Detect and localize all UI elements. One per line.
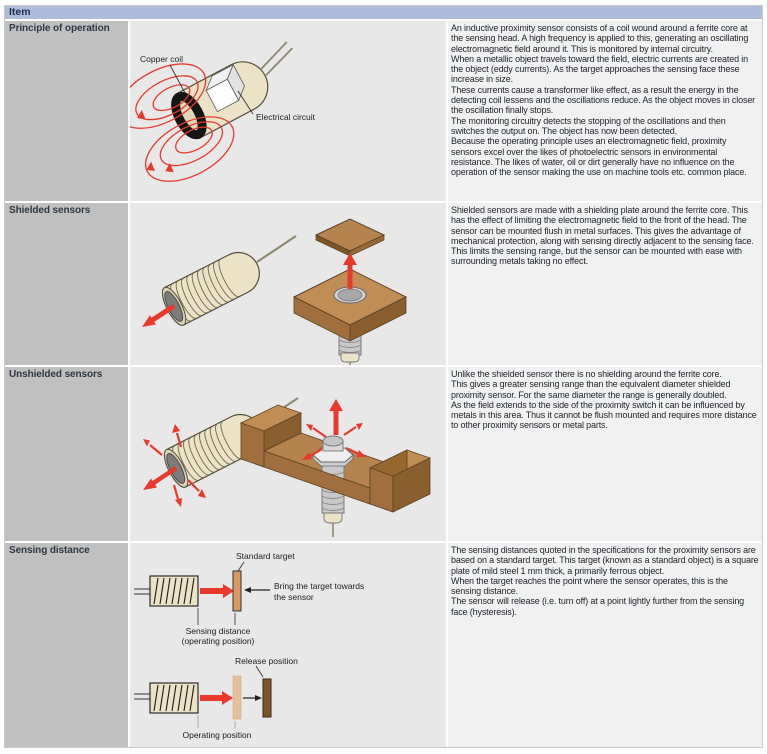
- release-arrow: [243, 695, 262, 701]
- sensing-direction-arrow: [200, 691, 233, 705]
- principle-of-operation-illustration: [130, 21, 446, 201]
- paragraph: The sensor will release (i.e. turn off) at a point lightly further from the sensing face (hysteresis).: [451, 596, 745, 617]
- sensor-symbol: [134, 576, 198, 606]
- standard-target-leader-line: [238, 562, 244, 571]
- row-text-shielded-sensors: [448, 203, 762, 365]
- figure-shielded-sensors: [130, 203, 446, 365]
- row-label-shielded-sensors: [5, 203, 128, 365]
- target-plate: [316, 219, 384, 256]
- paragraph: An inductive proximity sensor consists of a coil wound around a ferrite core at the sensing head. A high frequency is applied to this, generating an oscillating electromagnetic field around it. This is monitored by internal circuitry.: [451, 23, 749, 54]
- row-label-text: Unshielded sensors: [9, 369, 103, 380]
- paragraph: When the target reaches the point where the sensor operates, this is the sensing distance.: [451, 575, 728, 597]
- sensor-wire: [260, 48, 298, 76]
- row-label-principle-of-operation: [5, 21, 128, 201]
- operating-position-label: Operating position: [182, 730, 252, 740]
- paragraph: Shielded sensors are made with a shielding plate around the ferrite core. This has the effect of limiting the electromagnetic field to the front of the head. The sensor can be mounted flush in metal surfaces. This gives the advantage of mechanical protection, along with sensing directly adjacent to the sensing face. This limits the sensing range, but the sensor can be mounted with ease with surrounding metals taking no effect.: [451, 205, 754, 267]
- sensing-face: [338, 289, 362, 301]
- row-label-text: Principle of operation: [9, 23, 110, 34]
- sensing-direction-arrow: [200, 584, 234, 598]
- paragraph: As the field extends to the side of the proximity switch it can be influenced by metals in this area. Thus it cannot be flush mounted and requires more distance to other proximity sensors or metal parts.: [451, 399, 757, 431]
- row-label-sensing-distance: [5, 543, 128, 747]
- row-text-unshielded-sensors: [448, 367, 762, 541]
- shielded-sensor-illustration: [130, 203, 446, 365]
- sensing-distance-label-line2: (operating position): [181, 636, 255, 646]
- unshielded-sensor-illustration: [130, 367, 446, 541]
- paragraph: The monitoring circuitry detects the stopping of the oscillations and then switches the output on. The object has now been detected.: [451, 115, 726, 136]
- threaded-sensor: [158, 245, 267, 328]
- paragraph: These currents cause a transformer like effect, as a result the energy in the detecting coil lessens and the oscillations reduce. As the object moves in closer the oscillation finally stops.: [451, 84, 756, 116]
- sensor-wire: [255, 42, 292, 69]
- sensor-wire: [257, 236, 296, 262]
- release-position-leader-line: [256, 666, 263, 677]
- release-position-plate: [263, 679, 271, 717]
- standard-target-plate: [233, 571, 241, 611]
- sensing-distance-illustration: [130, 543, 446, 747]
- standard-target-label: Standard target: [236, 551, 295, 561]
- bring-target-label-line2: the sensor: [274, 592, 314, 602]
- row-label-text: Shielded sensors: [9, 205, 91, 216]
- release-position-label: Release position: [235, 656, 298, 666]
- paragraph: When a metallic object travels toward the field, electric currents are created in the object (eddy currents). As the target approaches the sensing face these increase in size.: [451, 53, 748, 85]
- sensor-symbol: [134, 683, 198, 713]
- approach-arrow: [244, 587, 270, 593]
- paragraph: Because the operating principle uses an electromagnetic field, proximity sensors excel over the likes of photoelectric sensors in environmental resistance. The likes of water, oil or dirt generally have no influence on the operation of the sensor making the use on machine tools etc. common place.: [451, 136, 747, 178]
- paragraph: This gives a greater sensing range than the equivalent diameter shielded proximity sensor. For the same diameter the range is generally doubled.: [451, 379, 731, 400]
- proximity-sensor-info-table: [4, 5, 763, 748]
- copper-coil-leader-line: [170, 65, 185, 93]
- electrical-circuit-label: Electrical circuit: [256, 112, 316, 122]
- figure-sensing-distance: [130, 543, 446, 747]
- row-text-principle-of-operation: [448, 21, 762, 201]
- row-label-unshielded-sensors: [5, 367, 128, 541]
- paragraph: The sensing distances quoted in the specifications for the proximity sensors are based on a standard target. This target (known as a standard object) is a square plate of mild steel 1 mm thick, a primarily ferrous object.: [451, 545, 759, 576]
- figure-unshielded-sensors: [130, 367, 446, 541]
- row-label-text: Sensing distance: [9, 545, 90, 556]
- sensing-direction-arrow: [142, 306, 174, 327]
- paragraph: Unlike the shielded sensor there is no shielding around the ferrite core.: [451, 369, 722, 379]
- table-header: [5, 6, 762, 19]
- row-text-sensing-distance: [448, 543, 762, 747]
- copper-coil-label: Copper coil: [140, 54, 183, 64]
- figure-principle-of-operation: [130, 21, 446, 201]
- operating-position-plate: [233, 676, 241, 719]
- sensing-distance-label-line1: Sensing distance: [185, 626, 251, 636]
- table-header-title: Item: [9, 6, 31, 18]
- bring-target-label-line1: Bring the target towards: [274, 581, 365, 591]
